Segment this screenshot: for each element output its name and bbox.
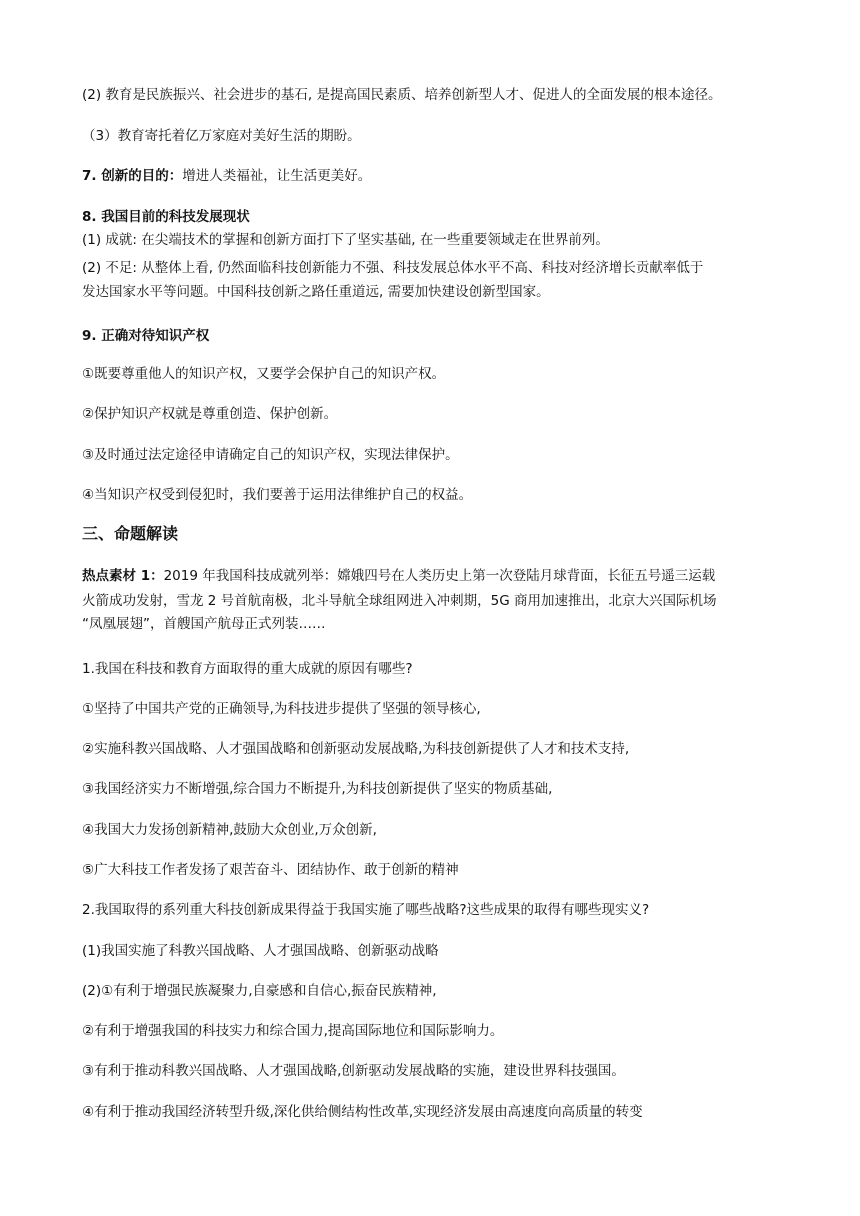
list-item: ④我国大力发扬创新精神,鼓励大众创业,万众创新,	[82, 822, 377, 838]
list-item: ①坚持了中国共产党的正确领导,为科技进步提供了坚强的领导核心,	[82, 701, 481, 717]
paragraph-line: 火箭成功发射，雪龙 2 号首航南极，北斗导航全球组网进入冲刺期，5G 商用加速推出，北京大兴国际机场	[82, 593, 717, 609]
heading-innovation-purpose: 7. 创新的目的：增进人类福祉，让生活更美好。	[82, 168, 372, 184]
heading-ip-rights: 9. 正确对待知识产权	[82, 328, 210, 344]
hot-material-line: 热点素材 1：2019 年我国科技成就列举：嫦娥四号在人类历史上第一次登陆月球背面，长征五号遥三运载	[82, 568, 716, 584]
list-item: ③我国经济实力不断增强,综合国力不断提升,为科技创新提供了坚实的物质基础,	[82, 781, 553, 797]
section-title: 三、命题解读	[82, 524, 179, 543]
paragraph-line: (1) 成就: 在尖端技术的掌握和创新方面打下了坚实基础, 在一些重要领域走在世界前列。	[82, 232, 609, 248]
list-item: ②保护知识产权就是尊重创造、保护创新。	[82, 406, 338, 422]
paragraph-line: (2) 教育是民族振兴、社会进步的基石, 是提高国民素质、培养创新型人才、促进人的全面发展的根本途径。	[82, 87, 722, 103]
list-item: ④有利于推动我国经济转型升级,深化供给侧结构性改革,实现经济发展由高速度向高质量的转变	[82, 1104, 643, 1120]
list-item: (2)①有利于增强民族凝聚力,自豪感和自信心,振奋民族精神,	[82, 983, 437, 999]
question-line: 1.我国在科技和教育方面取得的重大成就的原因有哪些?	[82, 661, 413, 677]
list-item: ③有利于推动科教兴国战略、人才强国战略,创新驱动发展战略的实施，建设世界科技强国。	[82, 1063, 625, 1079]
list-item: (1)我国实施了科教兴国战略、人才强国战略、创新驱动战略	[82, 943, 439, 959]
paragraph-line: “凤凰展翅”，首艘国产航母正式列装……	[82, 616, 326, 632]
list-item: ③及时通过法定途径申请确定自己的知识产权，实现法律保护。	[82, 447, 459, 463]
list-item: ⑤广大科技工作者发扬了艰苦奋斗、团结协作、敢于创新的精神	[82, 862, 459, 878]
heading-tech-status: 8. 我国目前的科技发展现状	[82, 209, 250, 225]
list-item: ④当知识产权受到侵犯时，我们要善于运用法律维护自己的权益。	[82, 487, 473, 503]
paragraph-line: （3）教育寄托着亿万家庭对美好生活的期盼。	[82, 128, 361, 144]
list-item: ②实施科教兴国战略、人才强国战略和创新驱动发展战略,为科技创新提供了人才和技术支持,	[82, 741, 630, 757]
list-item: ②有利于增强我国的科技实力和综合国力,提高国际地位和国际影响力。	[82, 1023, 504, 1039]
list-item: ①既要尊重他人的知识产权，又要学会保护自己的知识产权。	[82, 366, 446, 382]
paragraph-line: 发达国家水平等问题。中国科技创新之路任重道远, 需要加快建设创新型国家。	[82, 284, 550, 300]
question-line: 2.我国取得的系列重大科技创新成果得益于我国实施了哪些战略?这些成果的取得有哪些现实义?	[82, 902, 650, 918]
paragraph-line: (2) 不足: 从整体上看, 仍然面临科技创新能力不强、科技发展总体水平不高、科技对经济增长贡献率低于	[82, 260, 704, 276]
